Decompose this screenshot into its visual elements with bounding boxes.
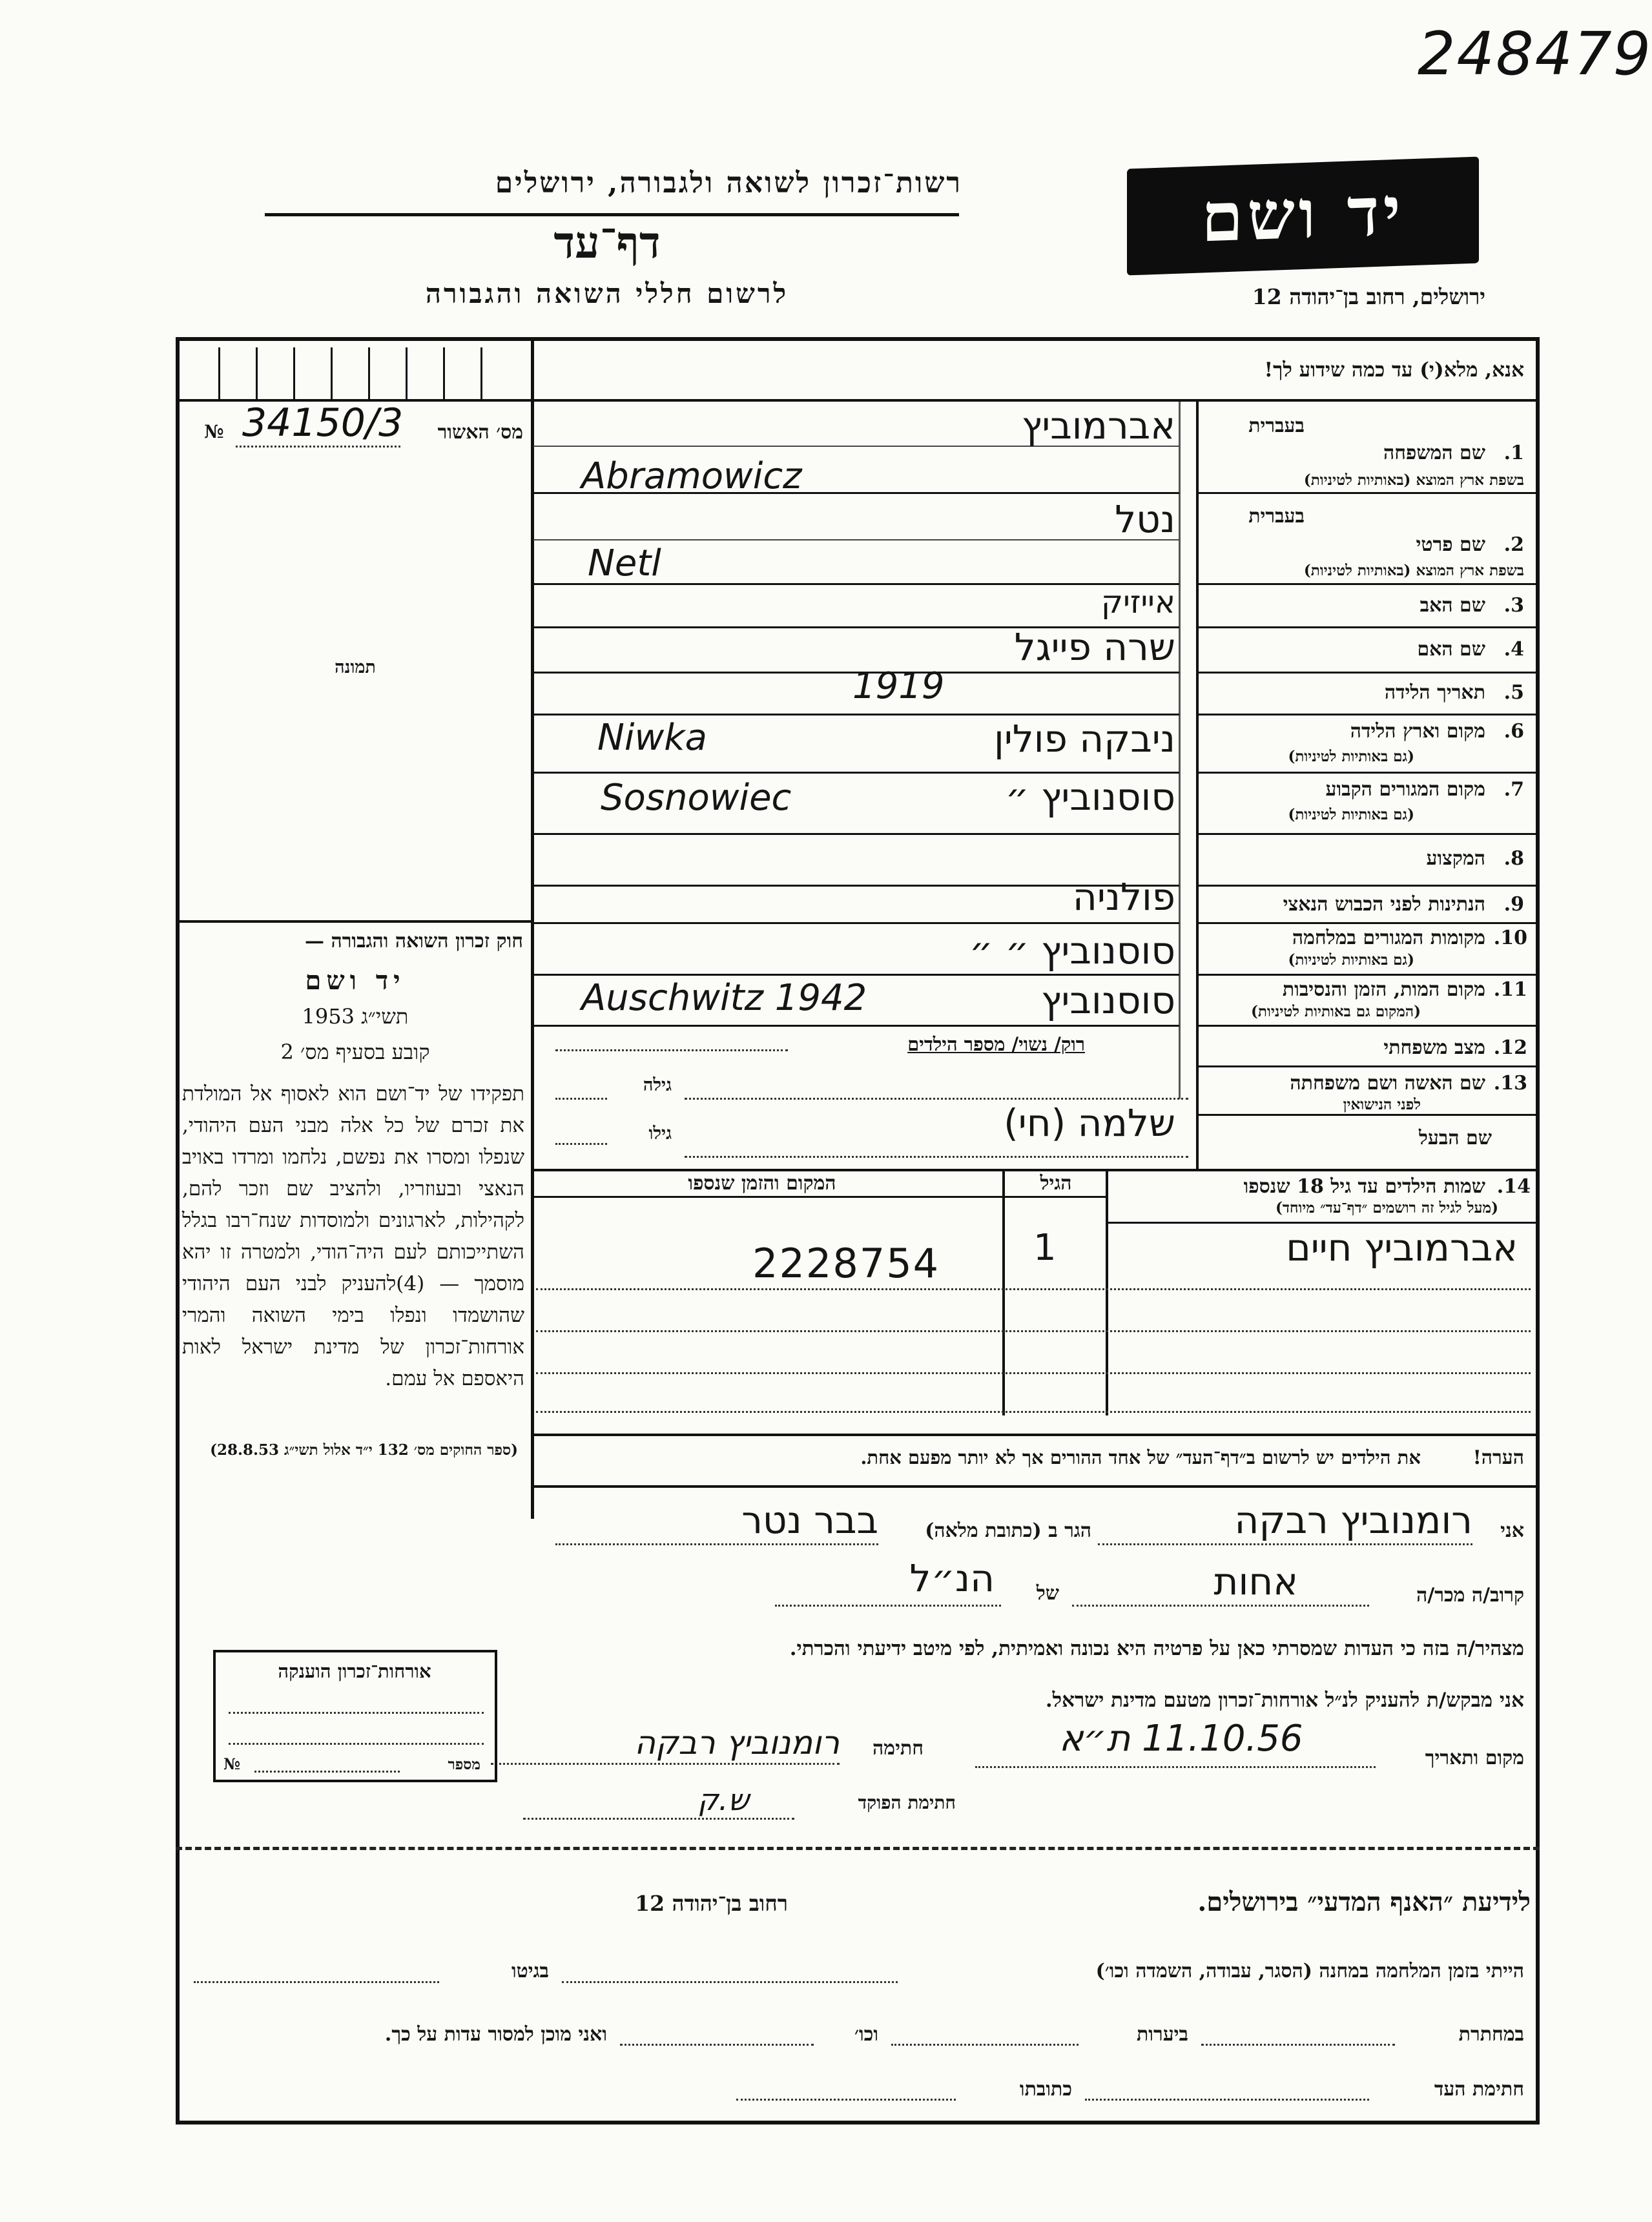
- award-no-label: №: [223, 1754, 241, 1773]
- field-2-heb-value: נטל: [1115, 497, 1175, 541]
- place-date-label: מקום ותאריך: [1425, 1747, 1524, 1769]
- award-number-label: מספר: [448, 1756, 480, 1773]
- of-value: הנ״ל: [909, 1556, 995, 1600]
- footer-line1-b: בגיטו: [511, 1960, 549, 1982]
- field-6-label: מקום וארץ הלידה: [1350, 720, 1485, 743]
- declarant-ani: אני: [1500, 1519, 1524, 1542]
- declarant-address: בבר נטר: [741, 1498, 878, 1542]
- field-12-number: 12.: [1493, 1036, 1527, 1059]
- footer-title: לידיעת ״האנף המדעי״ בירושלים.: [1197, 1887, 1531, 1917]
- field-10-label: מקומות המגורים במלחמה: [1292, 927, 1485, 949]
- field-11-heb-value: סוסנוביץ: [1041, 978, 1175, 1022]
- field-1-heb-value: אברמוביץ: [1021, 404, 1175, 447]
- footer-line3-a: חתימת העד: [1434, 2078, 1524, 2101]
- form-title: דף־עד: [553, 217, 661, 269]
- field-3-value: אייזיק: [1101, 584, 1175, 621]
- footer-line2-c: וכו׳: [854, 2023, 878, 2046]
- field-10-value: סוסנוביץ ״ ״: [969, 929, 1175, 972]
- of-label: של: [1036, 1582, 1059, 1605]
- children-header-age: הגיל: [1040, 1172, 1072, 1195]
- request-text: אני מבקש/ת להעניק לנ״ל אורחות־זכרון מטעם מדינת ישראל.: [1045, 1689, 1524, 1712]
- field-5-label: תאריך הלידה: [1384, 681, 1485, 704]
- children-header-note: (מעל לגיל זה רושמים ״דף־עד״ מיוחד): [1275, 1199, 1498, 1217]
- archive-number: 248479: [1418, 19, 1652, 88]
- field-6-heb-value: ניבקה פולין: [994, 717, 1175, 761]
- field-6-sub: (גם באותיות לטיניות): [1288, 748, 1414, 765]
- field-5-number: 5.: [1503, 681, 1524, 704]
- field-7-heb-value: סוסנוביץ ״: [1005, 775, 1175, 819]
- form-subtitle: לרשום חללי השואה והגבורה: [425, 278, 789, 309]
- law-source: (ספר החוקים מס׳ 132 י״ד אלול תשי״ג 28.8.53): [210, 1441, 518, 1459]
- field-11-sub: (המקום גם באותיות לטיניות): [1251, 1003, 1421, 1020]
- field-7-number: 7.: [1503, 778, 1524, 801]
- officer-label: חתימת הפוקד: [858, 1792, 956, 1813]
- child-1-place: 2228754: [752, 1240, 940, 1287]
- law-name: יד ושם: [305, 965, 406, 996]
- note-label: הערה!: [1472, 1446, 1524, 1469]
- org-name: רשות־זכרון לשואה ולגבורה, ירושלים: [495, 167, 962, 200]
- law-text: תפקידו של יד־ושם הוא לאסוף אל המולדת את זכרם של כל אלה מבני העם היהודי, שנפלו ומסרו את נפשם, נלחמו ומרדו באויב הנאצי ובעוזריו, ולהציב שם וזכר להם, לקהילות, לארגונים ולמוסדות שנח־רבו בגלל השתייכותם לעם היה־הודי, ולמטרה זו יהא מוסמך — (4)להעניק לבני העם היהודי שהושמדו ונפלו בימי השואה והמרי אורחות־זכרון של מדינת ישראל לאות היאספם אל עמם.: [182, 1082, 524, 1390]
- yad-vashem-logo: [1127, 156, 1479, 275]
- field-7-lat-value: Sosnowiec: [601, 777, 792, 819]
- field-2-sub: בשפת ארץ המוצא (באותיות לטיניות): [1303, 562, 1524, 579]
- field-1-heb-label: בעברית: [1248, 415, 1305, 437]
- footer-address: רחוב בן־יהודה 12: [635, 1891, 788, 1916]
- field-3-number: 3.: [1503, 594, 1524, 617]
- field-4-label: שם האם: [1417, 638, 1485, 661]
- child-1-name: אברמוביץ חיים: [1286, 1226, 1518, 1270]
- field-9-number: 9.: [1503, 893, 1524, 916]
- field-7-sub: (גם באותיות לטיניות): [1288, 806, 1414, 823]
- law-section: קובע בסעיף מס׳ 2: [280, 1040, 430, 1064]
- photo-label: תמונה: [335, 657, 376, 677]
- note-text: את הילדים יש לרשום ב״דף־העד״ של אחד ההורים אך לא יותר מפעם אחת.: [860, 1446, 1421, 1468]
- field-1-sub: בשפת ארץ המוצא (באותיות לטיניות): [1303, 471, 1524, 489]
- footer-line2-d: ואני מוכן למסור עדות על כך.: [384, 2023, 607, 2046]
- relation-value: אחות: [1213, 1559, 1298, 1603]
- officer-signature: ש.ק: [697, 1782, 749, 1817]
- husband-age-label: גילו: [648, 1124, 672, 1144]
- field-11-lat-value: Auschwitz 1942: [581, 977, 867, 1019]
- declarant-name: רומנוביץ רבקה: [1234, 1498, 1472, 1542]
- field-7-label: מקום המגורים הקבוע: [1325, 778, 1485, 801]
- resides-label: הגר ב (כתובת מלאה): [925, 1519, 1091, 1542]
- award-box: [213, 1650, 497, 1782]
- spouse-value: שלמה (חי): [1004, 1101, 1175, 1145]
- field-11-number: 11.: [1493, 978, 1527, 1001]
- logo-text: יד ושם: [1201, 170, 1405, 258]
- place-date-value: 11.10.56 ת״א: [1059, 1718, 1303, 1760]
- footer-divider: [176, 1847, 1540, 1850]
- declaration-text: מצהיר/ה בזה כי העדות שמסרתי כאן על פרטיה היא נכונה ואמיתית, לפי מיטב ידיעתי והכרתי.: [789, 1637, 1524, 1660]
- approval-no-label: №: [204, 421, 224, 442]
- signature-label: חתימה: [872, 1737, 924, 1760]
- field-4-value: שרה פייגל: [1014, 625, 1175, 669]
- approval-label: מס׳ האשור: [437, 421, 523, 444]
- field-9-label: הנתינות לפני הכבוש הנאצי: [1283, 893, 1485, 916]
- field-13-label: שם האשה ושם משפחתה: [1290, 1072, 1485, 1095]
- field-12-value: רוק/ נשוי/ מספר הילדים: [907, 1033, 1085, 1055]
- field-13-sub: לפני הנישואין: [1343, 1096, 1421, 1113]
- child-1-age: 1: [1033, 1227, 1057, 1269]
- field-10-sub: (גם באותיות לטיניות): [1288, 951, 1414, 969]
- footer-line2-a: במחתרת: [1458, 2023, 1524, 2046]
- law-title: חוק זכרון השואה והגבורה —: [305, 930, 523, 952]
- approval-number: 34150/3: [242, 400, 404, 446]
- field-2-lat-value: Netl: [588, 542, 661, 584]
- law-year: תשי״ג 1953: [302, 1004, 409, 1029]
- field-10-number: 10.: [1493, 927, 1527, 949]
- field-11-label: מקום המות, הזמן והנסיבות: [1282, 978, 1485, 1001]
- spouse-label: שם הבעל: [1418, 1127, 1492, 1149]
- instruction: אנא, מלא(י) עד כמה שידוע לך!: [1264, 358, 1524, 382]
- field-6-number: 6.: [1503, 720, 1524, 743]
- footer-line3-b: כתובתו: [1019, 2078, 1072, 2101]
- footer-line2-b: ביערות: [1136, 2023, 1188, 2046]
- field-5-value: 1919: [852, 665, 945, 707]
- field-9-value: פולניה: [1072, 875, 1175, 919]
- field-3-label: שם האב: [1420, 594, 1485, 617]
- field-2-label: שם פרטי: [1416, 533, 1485, 556]
- field-6-lat-value: Niwka: [597, 717, 707, 759]
- field-1-lat-value: Abramowicz: [581, 455, 802, 497]
- address: ירושלים, רחוב בן־יהודה 12: [1252, 284, 1485, 309]
- field-13-number: 13.: [1493, 1072, 1527, 1095]
- field-2-number: 2.: [1503, 533, 1524, 556]
- register-ticks: [181, 341, 530, 399]
- children-header-names: שמות הילדים עד גיל 18 שנספו: [1243, 1175, 1485, 1198]
- field-8-number: 8.: [1503, 847, 1524, 870]
- field-12-label: מצב משפחתי: [1383, 1036, 1485, 1059]
- children-number: 14.: [1496, 1175, 1531, 1198]
- signature-value: רומנוביץ רבקה: [634, 1724, 840, 1762]
- award-box-title: אורחות־זכרון הוענקה: [278, 1660, 431, 1682]
- field-1-number: 1.: [1503, 442, 1524, 464]
- field-1-label: שם המשפחה: [1383, 442, 1485, 464]
- relative-label: קרוב/ה מכר/ה: [1416, 1584, 1524, 1607]
- field-4-number: 4.: [1503, 638, 1524, 661]
- field-8-label: המקצוע: [1426, 847, 1485, 870]
- children-header-place: המקום והזמן שנספו: [688, 1172, 836, 1195]
- field-2-heb-label: בעברית: [1248, 505, 1305, 528]
- footer-line1-a: הייתי בזמן המלחמה במחנה (הסגר, עבודה, השמדה וכו׳): [1095, 1960, 1524, 1982]
- wife-age-label: גילה: [643, 1075, 672, 1095]
